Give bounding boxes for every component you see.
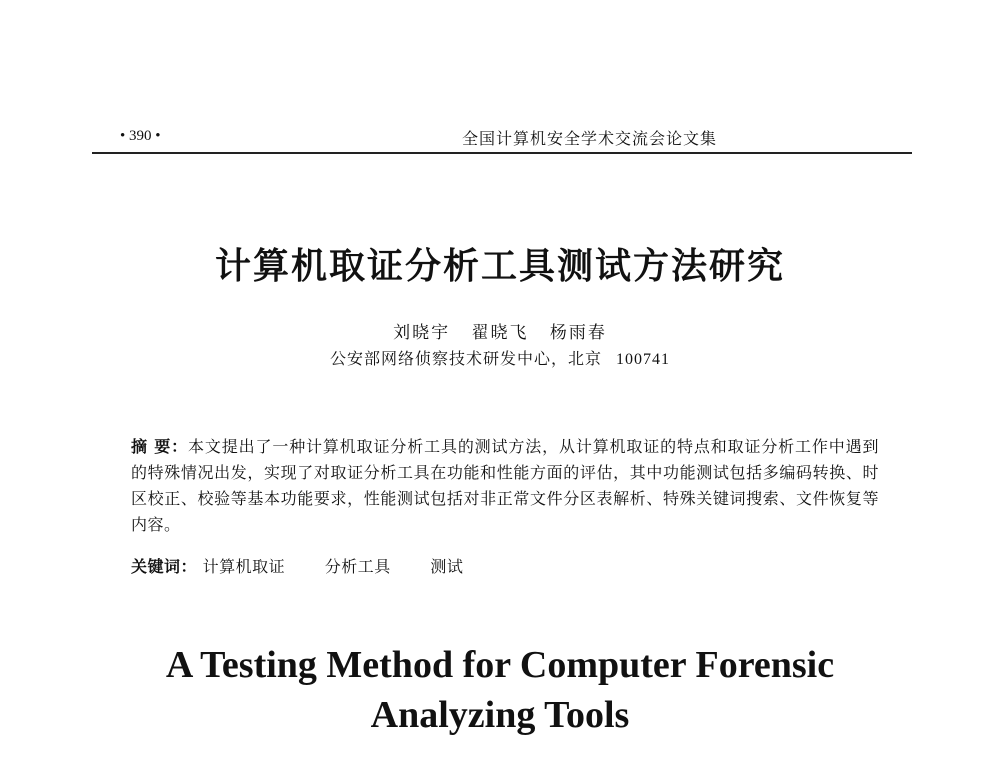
affiliation <box>0 346 1000 369</box>
paper-title-english <box>0 640 1000 740</box>
title-en-line-1: A Testing Method for Computer Forensic <box>165 644 835 686</box>
abstract <box>131 434 879 538</box>
abstract-label: 摘 要： <box>131 437 189 456</box>
keyword-item: 测试 <box>430 557 464 576</box>
journal-title: 全国计算机安全学术交流会论文集 <box>462 129 718 148</box>
keyword-item: 计算机取证 <box>202 557 286 576</box>
keyword-item: 分析工具 <box>324 557 391 576</box>
title-en-line-2: Analyzing Tools <box>370 694 630 736</box>
abstract-text: 本文提出了一种计算机取证分析工具的测试方法，从计算机取证的特点和取证分析工作中遇到的特殊情况出发，实现了对取证分析工具在功能和性能方面的评估，其中功能测试包括多编码转换、时区校正、校验等基本功能要求，性能测试包括对非正常文件分区表解析、特殊关键词搜索、文件恢复等内容。 <box>131 437 879 534</box>
paper-title-chinese: 计算机取证分析工具测试方法研究 <box>214 246 785 287</box>
keywords-label: 关键词： <box>131 557 198 576</box>
postal-code: 100741 <box>616 351 670 368</box>
authors: 刘晓宇 翟晓飞 杨雨春 <box>393 323 607 343</box>
page-number: • 390 • <box>120 128 161 144</box>
affiliation-name: 公安部网络侦察技术研发中心，北京 <box>329 349 602 368</box>
keywords <box>131 554 879 577</box>
running-header <box>92 124 912 152</box>
header-rule <box>92 152 912 154</box>
